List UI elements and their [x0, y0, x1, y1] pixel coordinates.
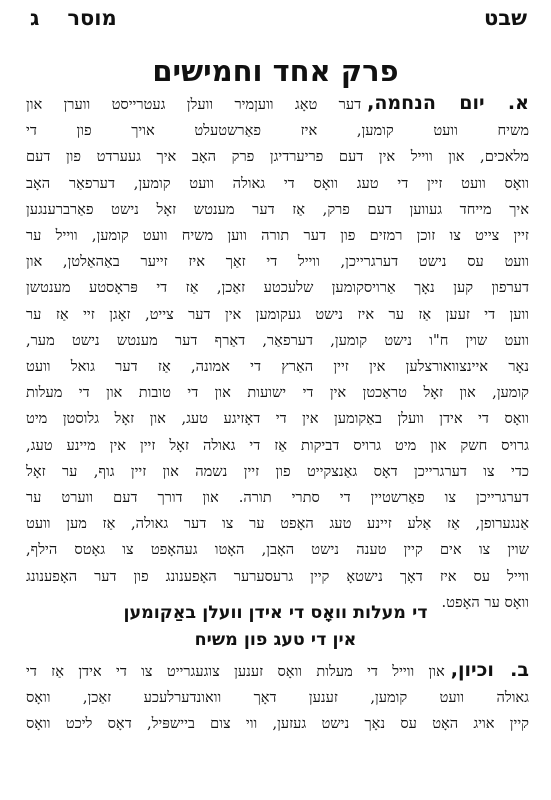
paragraph-2 — [26, 657, 529, 738]
text-line — [26, 380, 529, 406]
line-text: ווען די זעען אַז ער איז נישט געקומען אין דער צייט, זאָגן זיי אַז ער — [26, 305, 529, 323]
text-line — [26, 275, 529, 301]
text-line — [26, 657, 529, 685]
line-text: משיח וועט קומען, איז פאַרשטעלט אויך פון די — [26, 122, 529, 140]
line-text: דערפון קען נאָך אַרויסקומען שלעכטע זאַכן, אַז די פּראָסטע מענטשן — [26, 279, 529, 297]
line-text: זיין צייט צו זוכן רמזים פון דער תורה ווען משיח וועט קומען, ווייל ער — [26, 227, 529, 245]
topic-label: מוסר — [67, 6, 117, 30]
section-heading — [30, 600, 521, 654]
running-header — [30, 6, 527, 38]
line-text: כדי צו דערגרייכן דאָס גאַנצקייט פון זיין נשמה און זיין גוף, ער זאָל — [26, 462, 529, 480]
text-line — [26, 144, 529, 170]
book-title: שבט — [484, 6, 527, 30]
line-text: קומען, און זאָל טראַכטן אין די ישועות און די טובות און די מעלות — [26, 384, 529, 402]
line-text: קיין אויג האָט עס נאָך נישט געזען, ווי צום ביישפּיל, דאָס ליכט וואָס — [26, 715, 529, 733]
line-text: נאָר איינצוואורצלען אין זיין האַרץ די אמונה, אַז דער גואל וועט — [26, 358, 529, 376]
line-text: גאולה וועט קומען, זענען דאָך וואונדערלעכע זאַכן, וואָס — [26, 689, 529, 707]
text-line — [26, 685, 529, 711]
line-text: וואָס ער האָפט. — [441, 593, 529, 611]
line-text: וועט שוין ח"ו נישט קומען, דערפאַר, דאַרף דער מענטש נישט מער, — [26, 331, 529, 349]
running-header-left — [30, 6, 117, 30]
text-line — [26, 459, 529, 485]
line-text: ווייל עס איז דאָך נישטאָ קיין גרעסערער האָפענונג פון דער האָפענונג — [26, 567, 529, 585]
text-line — [26, 511, 529, 537]
text-line — [26, 328, 529, 354]
line-text: גרויס חשק און מיט גרויס דביקות אַז די גאולה זאָל זיין אין מיינע טעג, — [26, 436, 529, 454]
line-text: מלאכים, און ווייל אין דעם פריערדיגן פרק האָב איך געערדט פון דעם — [26, 148, 529, 166]
line-text: אַנגערופן, אַז אַלע זיינע טעג האָפט ער צו דער גאולה, אַז מען וועט — [26, 515, 529, 533]
chapter-title: פרק אחד וחמישים — [152, 54, 399, 88]
paragraph-lead: א. יום הנחמה, — [367, 92, 529, 114]
text-line — [26, 249, 529, 275]
text-line — [26, 223, 529, 249]
text-line — [26, 564, 529, 590]
line-text: דער טאָג וועןמיר וועלן געטרייסט ווערן און — [26, 96, 362, 113]
paragraph-lead: ב. וכיון, — [450, 659, 529, 681]
line-text: וואָס וועט זיין די טעג וואָס די גאולה וועט קומען, דערפאַר האָב — [26, 174, 529, 192]
text-line — [26, 711, 529, 737]
line-text: וואָס די אידן וועלן באַקומען אין די דאָזיגע טעג, און זאָל גלוסטן מיט — [26, 410, 529, 428]
section-heading-line: אין די טעג פון משיח — [194, 630, 357, 650]
text-line — [26, 171, 529, 197]
section-heading-line: די מעלות וואָס די אידן וועלן באַקומען — [123, 603, 428, 623]
line-text: דערגרייכן צו פאַרשטיין די סתרי תורה. און דורך דעם ווערט ער — [26, 489, 529, 507]
line-text: איך מייחד געווען דעם פרק, אַז דער מענטש זאָל נישט פאַרברענגען — [26, 200, 529, 218]
text-line — [26, 485, 529, 511]
line-text: וועט עס נישט דערגרייכן, ווייל די זאַך איז זייער באַהאַלטן, און — [26, 253, 529, 271]
line-text: און ווייל די מעלות וואָס זענען צוגעגרייט צו די אידן אַז די — [26, 663, 445, 680]
paragraph-1 — [26, 90, 529, 616]
text-line — [26, 433, 529, 459]
volume-label: ג — [30, 6, 40, 30]
text-line — [26, 90, 529, 118]
text-line — [26, 406, 529, 432]
text-line — [26, 197, 529, 223]
text-line — [26, 118, 529, 144]
text-line — [26, 537, 529, 563]
text-line — [26, 354, 529, 380]
line-text: שוין צו אים קיין טענה נישט האָבן, האָטו געהאָפט צו גאָטס הילף, — [26, 541, 529, 559]
text-line — [26, 302, 529, 328]
